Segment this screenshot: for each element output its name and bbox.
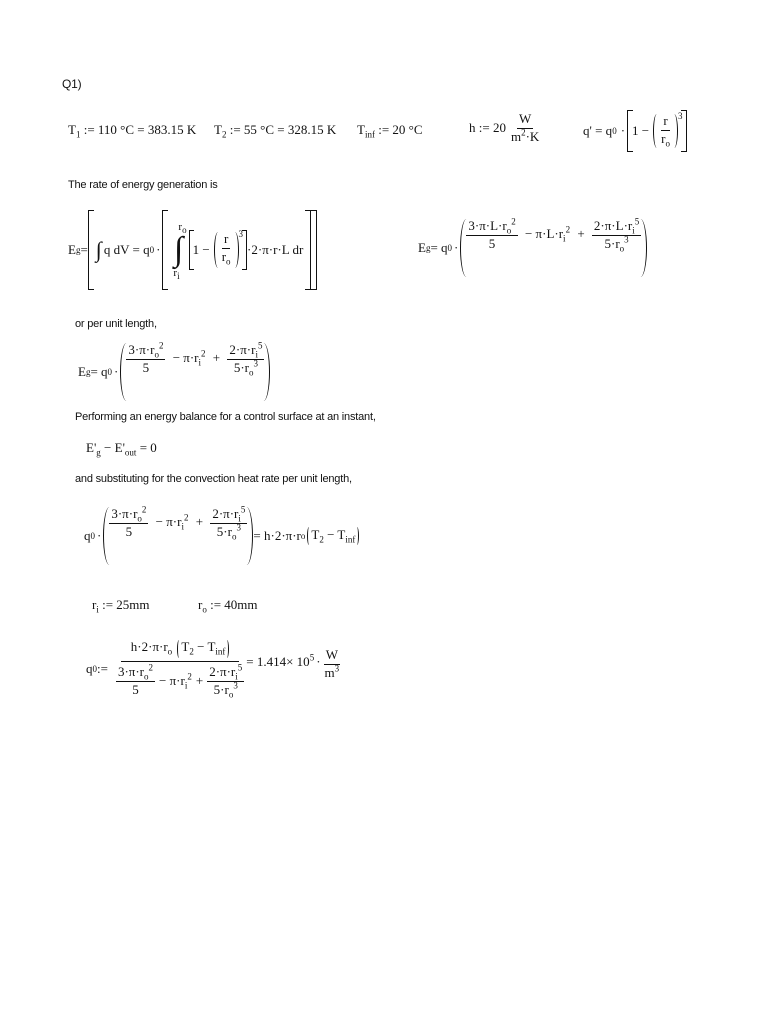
Eg-left-bracket <box>88 210 94 290</box>
p3ds: o <box>249 367 254 378</box>
q0-unit-den <box>323 665 342 681</box>
q0T: T <box>181 639 190 654</box>
pmt: − π·r <box>172 350 199 366</box>
Egpl-term1-den: 5 <box>142 359 150 375</box>
Egpl-term1 <box>126 340 165 376</box>
c3d: 5·r <box>216 523 232 539</box>
integral-sign-icon: ∫ <box>173 231 184 268</box>
Eg-result-paren <box>460 216 647 277</box>
Eg-integrand: q dV = q <box>103 242 150 257</box>
q0m: − T <box>193 639 216 654</box>
cmt: − π·r <box>155 514 182 530</box>
Egpl-term3-den <box>232 360 260 376</box>
Eg-result-term1 <box>466 216 517 252</box>
c3ds: o <box>231 531 237 542</box>
p1n: 3·π·r <box>128 342 155 357</box>
d3ds: o <box>228 689 234 700</box>
balance-rhs: = 0 <box>136 440 157 455</box>
eq-q0: q 0 := $h\cdot 2\cdot\pi\cdot r_o$ $T_2 - T_{inf}$ $\frac{3\cdot\pi\cdot r_o^2}{5}$ − $\pi\cdot r_i^2$ + $\frac{2\cdot\pi\cdot r_i^5}{5\cdot r_o^3}$ = $1.414\times 10^5$ · $\frac{W}{m^3}$ <box>86 639 340 700</box>
c3ns: i <box>238 513 241 524</box>
d3d: 5·r <box>213 681 229 697</box>
conv-term3-num <box>210 504 247 524</box>
t3ns: i <box>632 225 635 236</box>
ro-sub: o <box>202 604 207 615</box>
Egpl-term1-num <box>126 340 165 360</box>
integral-sign-icon: ∫ <box>95 237 102 262</box>
eq-convection: q 0 · $\frac{3\cdot\pi\cdot r_o^2}{5}$ − $\pi\cdot r_i^2$ + $\frac{2\cdot\pi\cdot r_i^5}{5\cdot r_o^3}$ = h·2·π·r o $T_2 - T_{inf}$ <box>84 506 359 566</box>
cpTinf: inf <box>345 534 356 545</box>
upper-sub: o <box>182 225 187 236</box>
given-Tinf <box>357 122 423 138</box>
Eg-ro-sub: o <box>226 256 231 267</box>
Eg-result-term1-den: 5 <box>488 235 496 251</box>
cpT: T <box>311 527 320 542</box>
q0-assign: := <box>97 660 108 676</box>
conv-paren <box>103 504 253 565</box>
eq-Eg-integral: E g = ∫ q dV = q 0 · $r_o$ ∫ $r_i$ 1 − $\frac{r}{r_o}$ 3 ·2·π·r·L dr <box>68 210 317 290</box>
eq-Eg-per-length: E g = q 0 · $\frac{3\cdot\pi\cdot r_o^2}{5}$ − $\pi\cdot r_i^2$ + $\frac{2\cdot\pi\cdot r_i^5}{5\cdot r_o^3}$ <box>78 342 270 402</box>
Egpl-plus: + <box>212 350 221 366</box>
qprime-ro <box>659 131 672 147</box>
Eg-result-term1-num <box>466 216 517 236</box>
Eg-r-paren <box>214 232 239 268</box>
q0-den-minus <box>159 671 192 691</box>
t3de: 3 <box>624 234 629 245</box>
c1ne: 2 <box>141 504 147 515</box>
T2-definition: := 55 °C = 328.15 K <box>226 122 337 137</box>
t1ne: 2 <box>511 216 516 227</box>
mt: − π·L·r <box>524 226 564 242</box>
Eg-tail: ·2·π·r·L dr <box>247 242 304 257</box>
p3ne: 5 <box>257 340 263 351</box>
q0ud: m <box>324 664 335 680</box>
conv-T-paren <box>307 527 359 545</box>
Eg-result-term3-den <box>602 236 630 252</box>
Tinf-definition: := 20 °C <box>374 122 423 137</box>
ro-sym: r <box>198 597 203 612</box>
d3ne: 5 <box>237 662 243 673</box>
c1n: 3·π·r <box>111 506 138 521</box>
upper-sym: r <box>178 221 183 233</box>
Eg-result-term3-num <box>592 216 641 236</box>
c3ne: 5 <box>240 504 246 515</box>
p1ns: o <box>154 349 159 360</box>
conv-rhs: = h·2·π·r <box>253 528 301 543</box>
q0-den-term1 <box>116 662 155 698</box>
conv-term1-num <box>109 504 148 524</box>
T2-symbol: T <box>214 122 222 137</box>
dms: i <box>184 680 188 691</box>
conv-term3-den <box>215 524 243 540</box>
cpm: − T <box>323 527 346 542</box>
mts: i <box>563 234 566 245</box>
Eg-r: r <box>222 232 230 249</box>
ri-def: := 25mm <box>98 597 150 612</box>
Eg-result-eq: = q <box>430 240 448 255</box>
given-T1 <box>68 122 196 138</box>
t1n: 3·π·L·r <box>468 218 507 233</box>
c3n: 2·π·r <box>212 506 239 521</box>
T1-definition: := 110 °C = 383.15 K <box>80 122 197 137</box>
text-energy-balance: Performing an energy balance for a control surface at an instant, <box>75 411 376 423</box>
d1n: 3·π·r <box>117 664 145 679</box>
balance-lhs: E' <box>86 440 97 455</box>
Eg-eq1: = <box>80 242 88 257</box>
q0-num <box>121 640 240 662</box>
h-unit-exp: 2 <box>521 127 526 138</box>
d1ns: o <box>144 671 149 682</box>
qprime-lhs: q' = q <box>583 123 613 138</box>
Tinf-sub: inf <box>364 129 375 140</box>
Eg-one-minus: 1 − <box>192 242 210 257</box>
lower-sym: r <box>173 267 178 279</box>
T1-sub: 1 <box>75 129 81 140</box>
h-unit <box>509 112 541 145</box>
Eg-result-lhs: E <box>418 240 426 255</box>
h-unit-den: $m^2\cdot K$ <box>510 127 540 144</box>
t1ns: o <box>506 225 512 236</box>
given-h <box>469 112 541 145</box>
lower-sub: i <box>177 271 180 282</box>
q0n: h·2·π·r <box>130 639 168 654</box>
d3de: 3 <box>233 680 238 691</box>
text-energy-generation: The rate of energy generation is <box>68 179 218 191</box>
t3ne: 5 <box>634 216 640 227</box>
q0-result: = $1.414\times 10^5$ · <box>246 652 321 669</box>
Egpl-paren <box>120 340 270 401</box>
p3de: 3 <box>253 358 258 369</box>
h-unit-num: W <box>517 112 533 129</box>
q0Tinf: inf <box>215 646 226 657</box>
Eg-lhs: E <box>68 242 76 257</box>
ro-def: := 40mm <box>206 597 258 612</box>
q0-T-paren <box>177 640 229 658</box>
conv-term1-den: 5 <box>125 523 133 539</box>
T1-symbol: T <box>68 122 76 137</box>
p1ne: 2 <box>158 340 164 351</box>
Egpl-eq: = q <box>90 364 108 379</box>
Eg-ro <box>220 249 233 265</box>
q0-den-term1-num <box>116 662 155 682</box>
eq-Eg-result: E g = q 0 · $\frac{3\cdot\pi\cdot L\cdot r_o^2}{5}$ − $\pi\cdot L\cdot r_i^2$ + $\frac{2\cdot\pi\cdot L\cdot r_i^5}{5\cdot r_o^3}$ <box>418 218 647 278</box>
T2-sub: 2 <box>221 129 227 140</box>
Eg-result-term3 <box>592 216 641 254</box>
q0re: 5 <box>309 652 315 663</box>
q0-den-plus: + <box>195 672 204 688</box>
text-per-unit-length: or per unit length, <box>75 318 157 330</box>
balance-lhs-sub: g <box>96 447 101 458</box>
p3d: 5·r <box>233 359 249 375</box>
d1ne: 2 <box>148 662 154 673</box>
qprime-ro-sub: o <box>665 138 670 149</box>
h-definition: h := 20 <box>469 120 506 136</box>
Eg-result-minus <box>524 225 571 245</box>
p3n: 2·π·r <box>229 342 256 357</box>
q0ns: o <box>167 646 173 657</box>
t3ds: o <box>619 243 625 254</box>
qprime-ro-sym: r <box>661 130 666 146</box>
mte: 2 <box>565 225 571 236</box>
p3ns: i <box>255 349 258 360</box>
qprime-frac <box>654 114 677 147</box>
cmts: i <box>181 522 184 533</box>
q0-den-term1-den: 5 <box>132 681 139 697</box>
given-T2 <box>214 122 336 138</box>
question-label: Q1) <box>62 77 82 91</box>
given-qprime: q' = q 0 · 1 − $\frac{r}{r_o}$ 3 <box>583 110 687 152</box>
c1ns: o <box>137 513 142 524</box>
t3n: 2·π·L·r <box>593 218 633 233</box>
Eg-result-plus: + <box>577 226 585 242</box>
q0r: = 1.414× 10 <box>246 654 310 669</box>
conv-plus: + <box>195 514 204 530</box>
integral-lower <box>173 267 180 282</box>
def-ro <box>198 597 258 613</box>
pmts: i <box>198 358 202 369</box>
d3ns: i <box>235 671 238 682</box>
text-convection: and substituting for the convection heat rate per unit length, <box>75 473 352 485</box>
q0-lhs: q <box>86 660 93 676</box>
q0-unit-num: W <box>324 648 340 665</box>
conv-minus <box>155 513 189 533</box>
t3d: 5·r <box>604 235 620 251</box>
Egpl-lhs: E <box>78 364 86 379</box>
q0-den-term3-den <box>212 682 240 698</box>
q0-den <box>114 662 246 698</box>
qprime-r: r <box>661 114 669 131</box>
c3de: 3 <box>236 522 241 533</box>
pmte: 2 <box>201 349 206 360</box>
Egpl-term3-num <box>227 340 264 360</box>
cmte: 2 <box>183 513 189 524</box>
d3n: 2·π·r <box>209 664 236 679</box>
q0-den-term3 <box>207 662 244 700</box>
balance-minus: − E' <box>100 440 125 455</box>
conv-term1 <box>109 504 148 540</box>
q0-unit <box>323 648 342 681</box>
ri-sym: r <box>92 597 97 612</box>
qprime-paren <box>653 114 678 148</box>
conv-q: q <box>84 528 91 543</box>
definite-integral <box>170 221 187 282</box>
Egpl-minus <box>172 349 206 369</box>
Eg-right-bracket <box>311 210 317 290</box>
q0T2: 2 <box>189 646 194 657</box>
Egpl-term3 <box>227 340 264 378</box>
Tinf-symbol: T <box>357 122 365 137</box>
eq-balance <box>86 440 157 456</box>
cpT2: 2 <box>319 534 324 545</box>
dme: 2 <box>187 671 192 682</box>
q0-frac <box>114 640 246 698</box>
qprime-one-minus: 1 − <box>632 123 650 138</box>
Eg-ro-sym: r <box>221 248 227 264</box>
q0-den-term3-num <box>207 662 244 682</box>
qprime-bracket: 1 − $\frac{r}{r_o}$ 3 <box>627 110 687 152</box>
q0ude: 3 <box>334 663 340 674</box>
ri-sub: i <box>96 604 99 615</box>
Eg-inner-bracket: 1 − $\frac{r}{r_o}$ 3 <box>189 230 247 270</box>
dm: − π·r <box>159 672 185 688</box>
def-ri <box>92 597 150 613</box>
conv-term3 <box>210 504 247 542</box>
Eg-inner-bracket-left <box>162 210 168 290</box>
balance-out-sub: out <box>124 447 137 458</box>
Eg-r-frac <box>215 232 238 265</box>
